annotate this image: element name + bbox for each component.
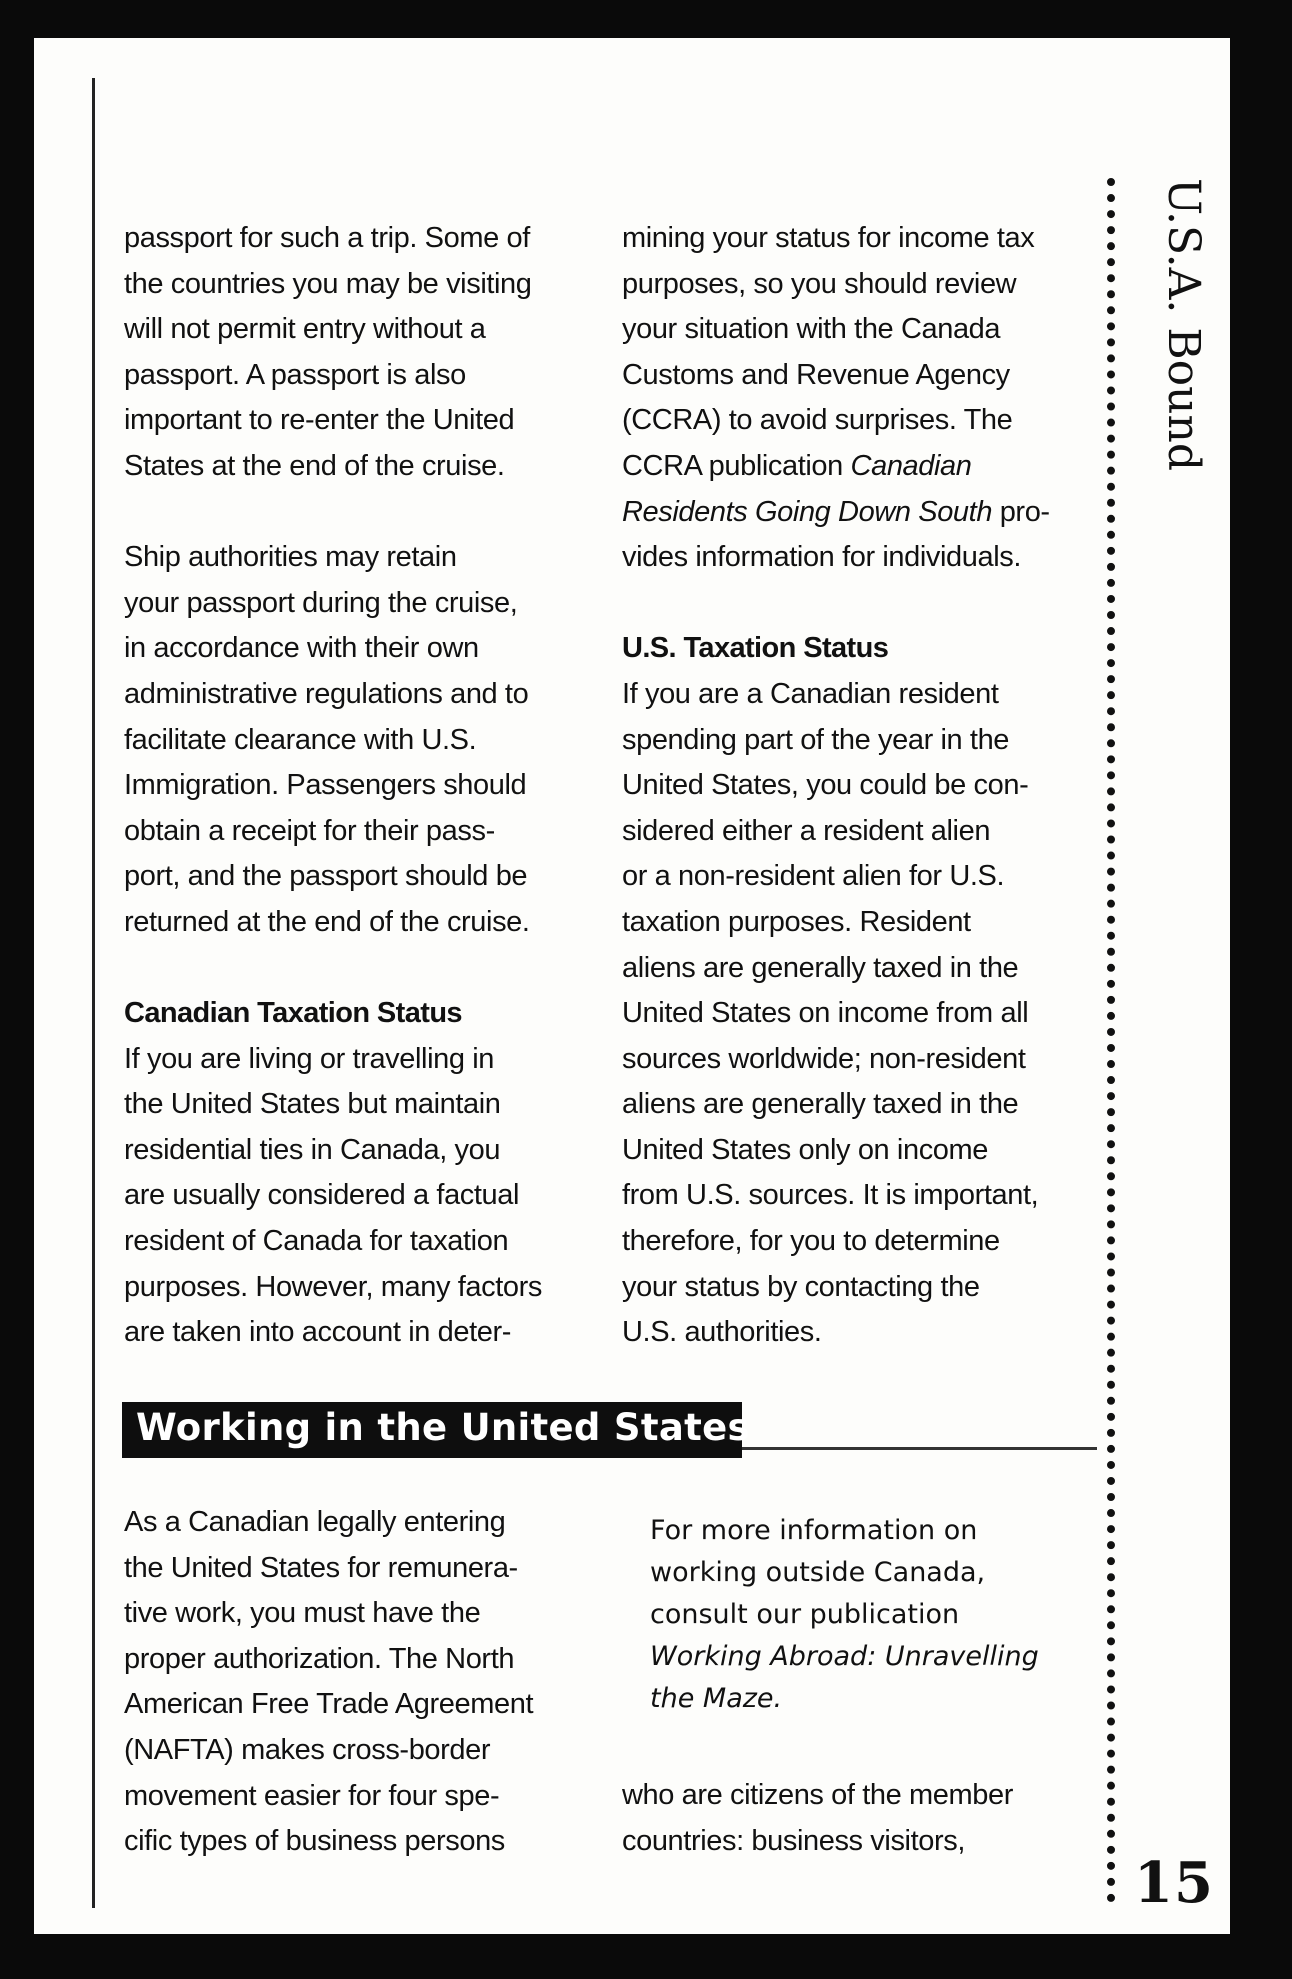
section-heading: Canadian Taxation Status xyxy=(124,997,462,1030)
body-text-line: the countries you may be visiting xyxy=(124,267,532,300)
body-text-line: aliens are generally taxed in the xyxy=(622,951,1019,984)
body-text-line: Residents Going Down South pro- xyxy=(622,495,1050,528)
body-text-line: Customs and Revenue Agency xyxy=(622,358,1010,391)
margin-line xyxy=(92,78,95,1908)
sidebar-callout xyxy=(650,1510,1080,1720)
paragraph-gap xyxy=(124,490,619,536)
document-page xyxy=(34,38,1230,1934)
body-text-line: cific types of business persons xyxy=(124,1825,505,1858)
running-head-text: U.S.A. Bound xyxy=(1158,178,1209,472)
body-text-line: or a non-resident alien for U.S. xyxy=(622,860,1005,893)
body-text-line: movement easier for four spe- xyxy=(124,1779,500,1812)
body-text-line: obtain a receipt for their pass- xyxy=(124,814,495,847)
body-text-line: your status by contacting the xyxy=(622,1270,980,1303)
paragraph-gap xyxy=(124,946,619,992)
body-text-line: mining your status for income tax xyxy=(622,222,1035,254)
body-text-line: (CCRA) to avoid surprises. The xyxy=(622,404,1013,437)
body-text-line: from U.S. sources. It is important, xyxy=(622,1179,1039,1212)
paragraph-gap xyxy=(622,581,1122,627)
body-text-line: If you are living or travelling in xyxy=(124,1042,495,1075)
page-number: 15 xyxy=(1134,1850,1214,1916)
body-text-line: Ship authorities may retain xyxy=(124,541,457,574)
body-text-line: As a Canadian legally entering xyxy=(124,1506,506,1538)
bottom-left-column xyxy=(124,1500,619,1865)
bottom-right-column xyxy=(622,1773,1122,1864)
body-text-line: in accordance with their own xyxy=(124,632,479,665)
body-text-line: (NAFTA) makes cross-border xyxy=(124,1733,491,1766)
body-text-line: sources worldwide; non-resident xyxy=(622,1042,1026,1075)
dotted-rule xyxy=(1107,178,1115,1903)
section-heading: U.S. Taxation Status xyxy=(622,632,889,665)
section-banner-rule xyxy=(742,1447,1097,1450)
section-banner xyxy=(122,1402,1097,1458)
body-text-line: the United States for remunera- xyxy=(124,1551,518,1584)
body-text-line: therefore, for you to determine xyxy=(622,1225,1000,1258)
body-text-line: United States only on income xyxy=(622,1133,989,1166)
sidebar-line: Working Abroad: Unravelling xyxy=(650,1641,1039,1672)
body-text-line: resident of Canada for taxation xyxy=(124,1225,509,1258)
body-text-line: States at the end of the cruise. xyxy=(124,449,505,482)
sidebar-line: For more information on xyxy=(650,1515,978,1546)
sidebar-line: working outside Canada, xyxy=(650,1557,986,1588)
body-text-line: sidered either a resident alien xyxy=(622,814,991,847)
body-text-line: spending part of the year in the xyxy=(622,723,1010,756)
body-text-line: are taken into account in deter- xyxy=(124,1316,511,1349)
body-text-line: returned at the end of the cruise. xyxy=(124,905,530,938)
body-text-line: purposes, so you should review xyxy=(622,267,1017,300)
section-title: Working in the United States xyxy=(136,1406,750,1449)
sidebar-line: consult our publication xyxy=(650,1599,960,1630)
body-text-line: tive work, you must have the xyxy=(124,1597,481,1630)
sidebar-line: the Maze. xyxy=(650,1683,783,1714)
body-text-line: If you are a Canadian resident xyxy=(622,677,999,710)
body-text-line: important to re-enter the United xyxy=(124,404,515,437)
body-text-line: proper authorization. The North xyxy=(124,1642,515,1675)
body-text-line: U.S. authorities. xyxy=(622,1316,822,1349)
body-text-line: vides information for individuals. xyxy=(622,541,1022,574)
body-text-line: your passport during the cruise, xyxy=(124,586,518,619)
body-text-line: your situation with the Canada xyxy=(622,313,1001,346)
body-text-line: will not permit entry without a xyxy=(124,313,486,346)
body-text-line: United States, you could be con- xyxy=(622,769,1029,802)
body-text-line: are usually considered a factual xyxy=(124,1179,520,1212)
body-text-line: purposes. However, many factors xyxy=(124,1270,542,1303)
body-text-line: countries: business visitors, xyxy=(622,1824,965,1857)
top-left-column xyxy=(124,216,619,1356)
body-text-line: aliens are generally taxed in the xyxy=(622,1088,1019,1121)
body-text-line: United States on income from all xyxy=(622,997,1029,1030)
body-text-line: passport. A passport is also xyxy=(124,358,466,391)
body-text-line: administrative regulations and to xyxy=(124,677,529,710)
body-text-line: American Free Trade Agreement xyxy=(124,1688,534,1721)
body-text-line: residential ties in Canada, you xyxy=(124,1133,501,1166)
top-right-column xyxy=(622,216,1122,1356)
body-text-line: passport for such a trip. Some of xyxy=(124,222,530,254)
body-text-line: who are citizens of the member xyxy=(622,1779,1013,1811)
body-text-line: CCRA publication Canadian xyxy=(622,449,972,482)
body-text-line: facilitate clearance with U.S. xyxy=(124,723,477,756)
body-text-line: port, and the passport should be xyxy=(124,860,528,893)
body-text-line: Immigration. Passengers should xyxy=(124,769,527,802)
running-head xyxy=(1154,178,1214,472)
body-text-line: taxation purposes. Resident xyxy=(622,905,971,938)
body-text-line: the United States but maintain xyxy=(124,1088,501,1121)
